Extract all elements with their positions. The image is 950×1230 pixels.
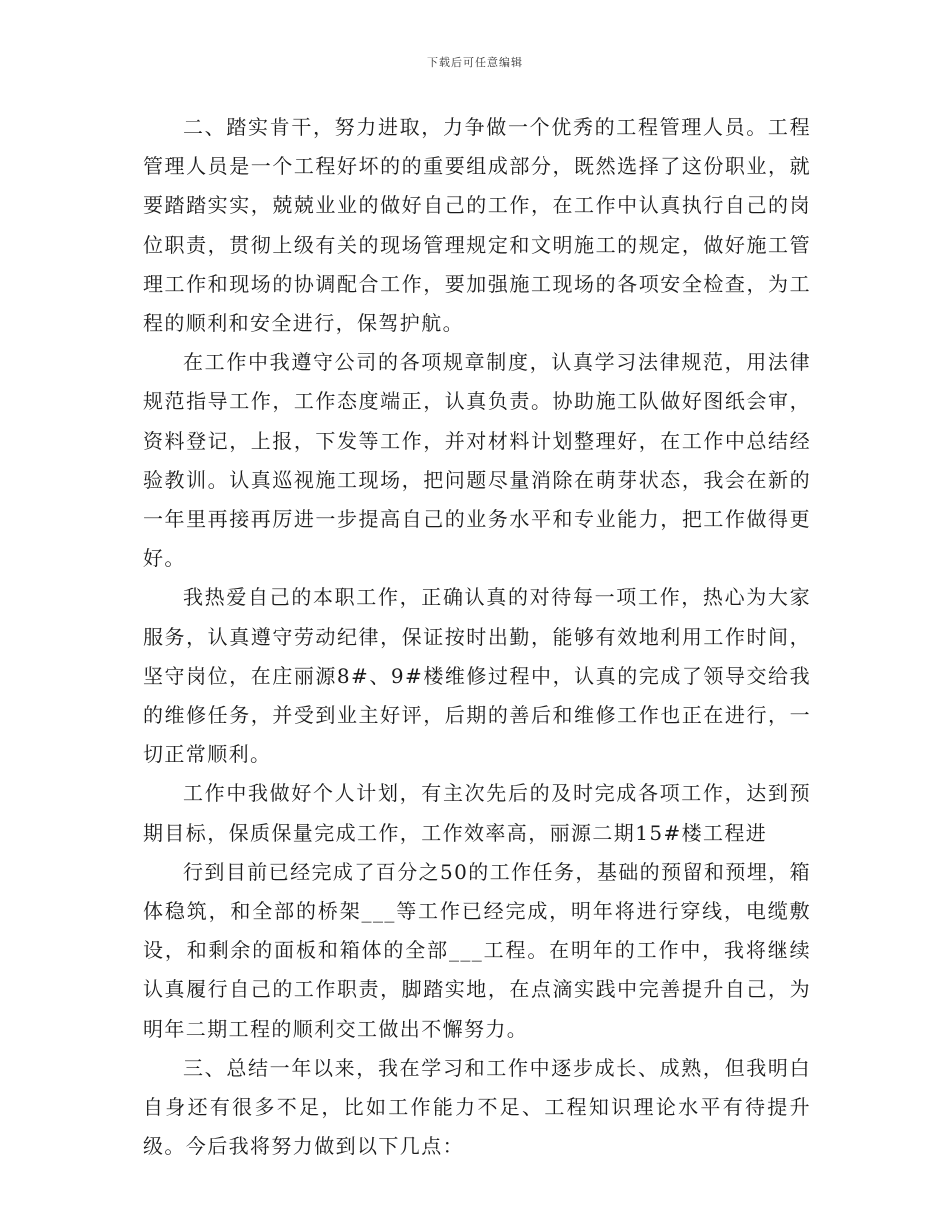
paragraph: 在工作中我遵守公司的各项规章制度，认真学习法律规范，用法律规范指导工作，工作态度端正，认真负责。协助施工队做好图纸会审，资料登记，上报，下发等工作，并对材料计划整理好，在工作中总结经验教训。认真巡视施工现场，把问题尽量消除在萌芽状态，我会在新的一年里再接再厉进一步提高自己的业务水平和专业能力，把工作做得更好。	[143, 350, 811, 571]
paragraph: 行到目前已经完成了百分之50的工作任务，基础的预留和预埋，箱体稳筑，和全部的桥架___等工作已经完成，明年将进行穿线，电缆敷设，和剩余的面板和箱体的全部___工程。在明年的工作中，我将继续认真履行自己的工作职责，脚踏实地，在点滴实践中完善提升自己，为明年二期工程的顺利交工做出不懈努力。	[143, 859, 811, 1041]
document-body	[143, 108, 811, 1166]
paragraph: 二、踏实肯干，努力进取，力争做一个优秀的工程管理人员。工程管理人员是一个工程好坏的的重要组成部分，既然选择了这份职业，就要踏踏实实，兢兢业业的做好自己的工作，在工作中认真执行自己的岗位职责，贯彻上级有关的现场管理规定和文明施工的规定，做好施工管理工作和现场的协调配合工作，要加强施工现场的各项安全检查，为工程的顺利和安全进行，保驾护航。	[143, 115, 811, 336]
paragraph: 工作中我做好个人计划，有主次先后的及时完成各项工作，达到预期目标，保质保量完成工作，工作效率高，丽源二期15#楼工程进	[143, 781, 811, 845]
paragraph: 我热爱自己的本职工作，正确认真的对待每一项工作，热心为大家服务，认真遵守劳动纪律，保证按时出勤，能够有效地利用工作时间，坚守岗位，在庄丽源8#、9#楼维修过程中，认真的完成了领导交给我的维修任务，并受到业主好评，后期的善后和维修工作也正在进行，一切正常顺利。	[143, 585, 811, 767]
page-header: 下载后可任意编辑	[427, 56, 523, 69]
paragraph: 三、总结一年以来，我在学习和工作中逐步成长、成熟，但我明白自身还有很多不足，比如工作能力不足、工程知识理论水平有待提升级。今后我将努力做到以下几点：	[143, 1055, 811, 1159]
